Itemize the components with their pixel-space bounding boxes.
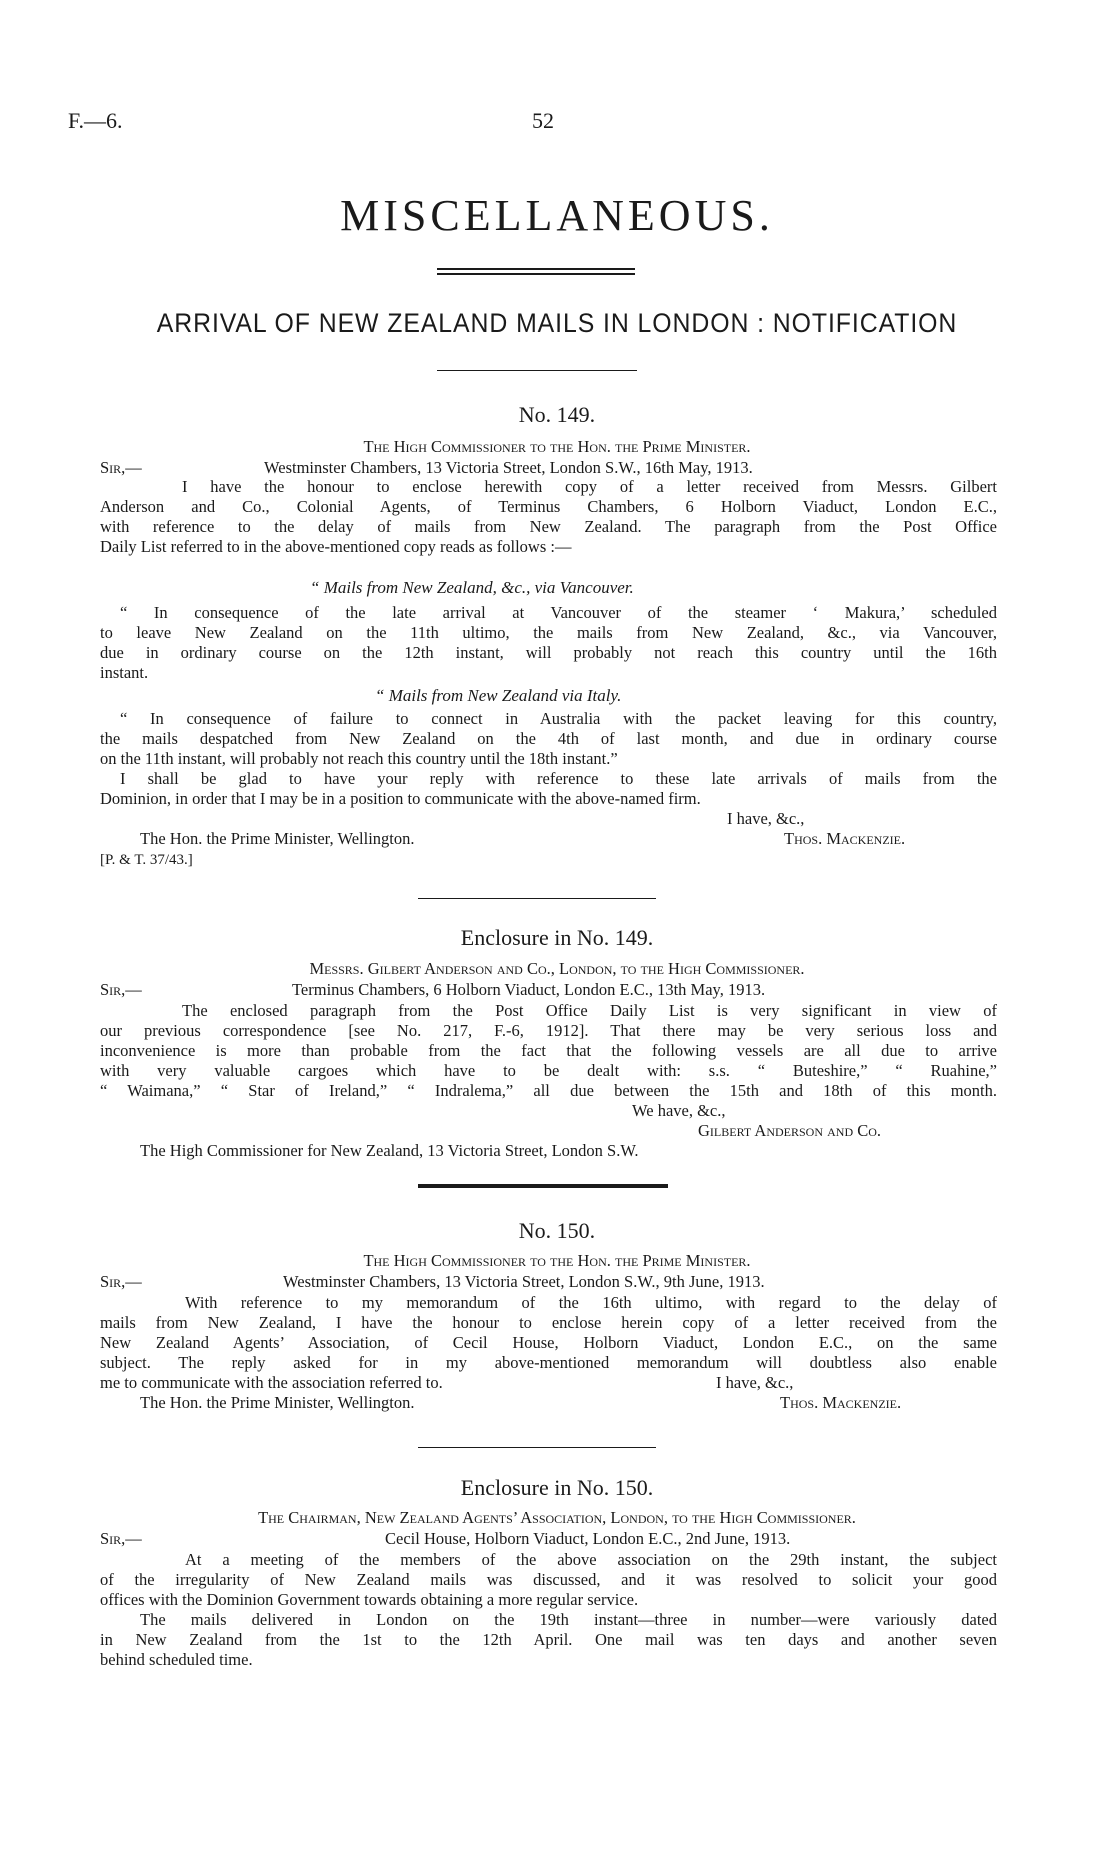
enclosure-149-line: our previous correspondence [see No. 217, F.-6, 1912]. That there may be very serious loss and	[100, 1021, 997, 1040]
enclosure-150-line: of the irregularity of New Zealand mails was discussed, and it was resolved to solicit your good	[100, 1570, 997, 1589]
enclosure-149-line: inconvenience is more than probable from the fact that the following vessels are all due to arrive	[100, 1041, 997, 1060]
page-number: 52	[532, 108, 554, 133]
letter-149-signature: Thos. Mackenzie.	[784, 829, 906, 848]
letter-150-address: Westminster Chambers, 13 Victoria Street, London S.W., 9th June, 1913.	[283, 1272, 765, 1291]
section-divider	[418, 1447, 656, 1448]
title-rule-top	[437, 268, 635, 270]
quote-1-line: due in ordinary course on the 12th instant, will probably not reach this country until the 16th	[100, 643, 997, 662]
section-divider	[418, 898, 656, 899]
quote-1-line: instant.	[100, 663, 149, 682]
enclosure-150-line: offices with the Dominion Government towards obtaining a more regular service.	[100, 1590, 639, 1609]
enclosure-150-line: behind scheduled time.	[100, 1650, 253, 1669]
letter-150-line: New Zealand Agents’ Association, of Cecil House, Holborn Viaduct, London E.C., on the same	[100, 1333, 997, 1352]
letter-149-line: with reference to the delay of mails from New Zealand. The paragraph from the Post Office	[100, 517, 997, 536]
letter-149-from-to: The High Commissioner to the Hon. the Prime Minister.	[363, 437, 751, 456]
letter-149-heading: No. 149.	[518, 402, 596, 427]
letter-149-recipient: The Hon. the Prime Minister, Wellington.	[140, 829, 415, 848]
letter-150-heading: No. 150.	[518, 1218, 596, 1243]
enclosure-149-heading: Enclosure in No. 149.	[460, 925, 654, 950]
quote-2-line: “ In consequence of failure to connect in Australia with the packet leaving for this country,	[120, 709, 997, 728]
enclosure-150-from-to: The Chairman, New Zealand Agents’ Association, London, to the High Commissioner.	[258, 1508, 856, 1527]
letter-150-sign-off: I have, &c.,	[716, 1373, 794, 1392]
letter-149-line: Anderson and Co., Colonial Agents, of Terminus Chambers, 6 Holborn Viaduct, London E.C.,	[100, 497, 997, 516]
quote-1-line: “ In consequence of the late arrival at Vancouver of the steamer ‘ Makura,’ scheduled	[120, 603, 997, 622]
quote-2-line: on the 11th instant, will probably not reach this country until the 18th instant.”	[100, 749, 618, 768]
page-title: MISCELLANEOUS.	[340, 191, 774, 240]
enclosure-149-address: Terminus Chambers, 6 Holborn Viaduct, London E.C., 13th May, 1913.	[292, 980, 766, 999]
enclosure-149-line: with very valuable cargoes which have to be dealt with: s.s. “ Buteshire,” “ Ruahine,”	[100, 1061, 997, 1080]
letter-149-closing-line: Dominion, in order that I may be in a position to communicate with the above-named firm.	[100, 789, 701, 808]
enclosure-149-from-to: Messrs. Gilbert Anderson and Co., London, to the High Commissioner.	[309, 959, 805, 978]
enclosure-149-recipient: The High Commissioner for New Zealand, 13 Victoria Street, London S.W.	[140, 1141, 639, 1160]
quote-2-line: the mails despatched from New Zealand on the 4th of last month, and due in ordinary course	[100, 729, 997, 748]
letter-150-line: me to communicate with the association referred to.	[100, 1373, 443, 1392]
enclosure-150-salutation: Sir,—	[100, 1529, 142, 1548]
letter-150-recipient: The Hon. the Prime Minister, Wellington.	[140, 1393, 415, 1412]
subtitle-rule	[437, 370, 637, 371]
letter-149-line: I have the honour to enclose herewith copy of a letter received from Messrs. Gilbert	[182, 477, 997, 496]
enclosure-150-line: At a meeting of the members of the above association on the 29th instant, the subject	[185, 1550, 997, 1569]
file-reference: [P. & T. 37/43.]	[100, 852, 193, 868]
letter-149-sign-off: I have, &c.,	[727, 809, 805, 828]
enclosure-149-salutation: Sir,—	[100, 980, 142, 999]
letter-150-line: With reference to my memorandum of the 16th ultimo, with regard to the delay of	[185, 1293, 997, 1312]
document-reference: F.—6.	[68, 108, 123, 133]
enclosure-149-line: “ Waimana,” “ Star of Ireland,” “ Indralema,” all due between the 15th and 18th of this month.	[100, 1081, 997, 1100]
enclosure-150-line: in New Zealand from the 1st to the 12th April. One mail was ten days and another seven	[100, 1630, 997, 1649]
section-subtitle: ARRIVAL OF NEW ZEALAND MAILS IN LONDON : NOTIFICATION	[156, 308, 958, 338]
letter-150-from-to: The High Commissioner to the Hon. the Prime Minister.	[363, 1251, 751, 1270]
letter-150-line: mails from New Zealand, I have the honour to enclose herein copy of a letter received from the	[100, 1313, 997, 1332]
enclosure-149-signature: Gilbert Anderson and Co.	[698, 1121, 882, 1140]
enclosure-149-line: The enclosed paragraph from the Post Office Daily List is very significant in view of	[182, 1001, 997, 1020]
letter-149-salutation: Sir,—	[100, 458, 142, 477]
enclosure-149-sign-off: We have, &c.,	[632, 1101, 726, 1120]
enclosure-150-address: Cecil House, Holborn Viaduct, London E.C., 2nd June, 1913.	[385, 1529, 791, 1548]
letter-150-salutation: Sir,—	[100, 1272, 142, 1291]
enclosure-150-line: The mails delivered in London on the 19th instant—three in number—were variously dated	[140, 1610, 997, 1629]
letter-149-closing-line: I shall be glad to have your reply with reference to these late arrivals of mails from the	[120, 769, 997, 788]
enclosure-150-heading: Enclosure in No. 150.	[460, 1475, 654, 1500]
quote-1-title: “ Mails from New Zealand, &c., via Vancouver.	[310, 578, 634, 597]
letter-149-address: Westminster Chambers, 13 Victoria Street, London S.W., 16th May, 1913.	[264, 458, 753, 477]
quote-1-line: to leave New Zealand on the 11th ultimo, the mails from New Zealand, &c., via Vancouver,	[100, 623, 997, 642]
letter-149-line: Daily List referred to in the above-mentioned copy reads as follows :—	[100, 537, 572, 556]
letter-150-line: subject. The reply asked for in my above-mentioned memorandum will doubtless also enable	[100, 1353, 997, 1372]
letter-150-signature: Thos. Mackenzie.	[780, 1393, 902, 1412]
title-rule-bottom	[437, 273, 635, 275]
section-divider-heavy	[418, 1184, 668, 1188]
quote-2-title: “ Mails from New Zealand via Italy.	[375, 686, 622, 705]
